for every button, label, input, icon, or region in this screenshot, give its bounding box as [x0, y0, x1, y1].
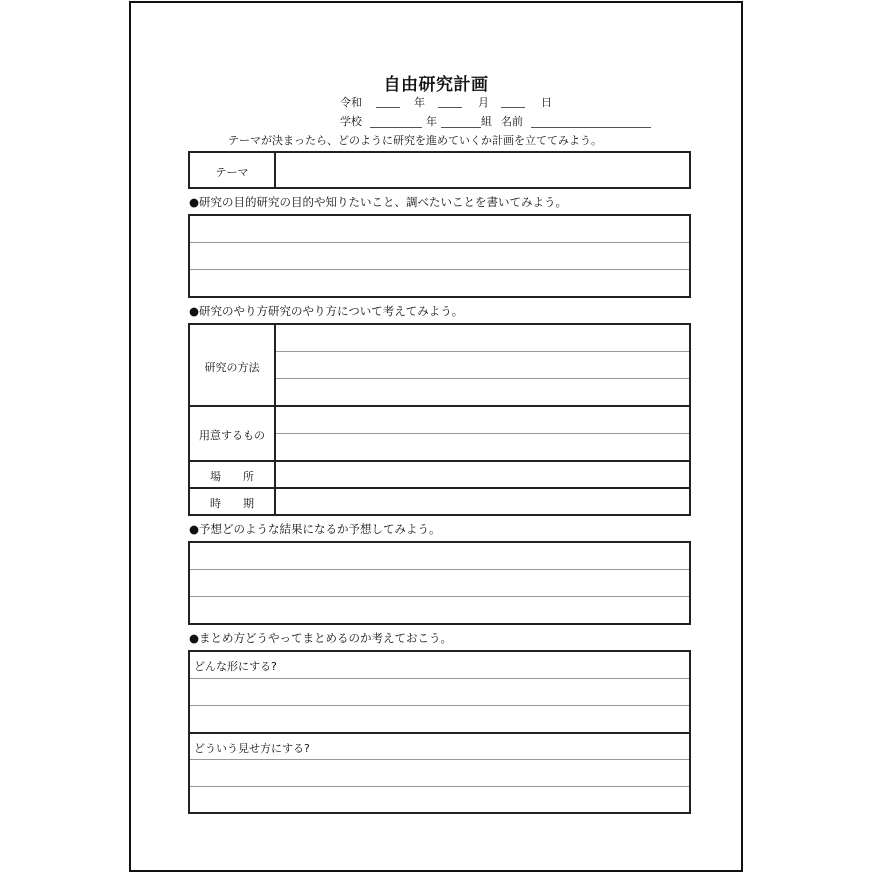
section-heading-purpose: ●研究の目的研究の目的や知りたいこと、調べたいことを書いてみよう。	[189, 195, 568, 209]
summary-prompt-display: どういう見せ方にする?	[194, 742, 310, 755]
class-field[interactable]	[441, 127, 481, 128]
worksheet-page	[129, 1, 743, 872]
ruled-line	[190, 269, 689, 270]
theme-box	[188, 151, 691, 189]
month-label: 月	[478, 96, 489, 109]
summary-box	[188, 650, 691, 814]
summary-prompt-form: どんな形にする?	[194, 660, 277, 673]
materials-input[interactable]	[276, 407, 689, 460]
instruction-text: テーマが決まったら、どのように研究を進めていくか計画を立ててみよう。	[228, 134, 602, 147]
theme-input[interactable]	[276, 153, 689, 187]
name-field[interactable]	[531, 127, 651, 128]
name-label: 名前	[501, 115, 523, 128]
purpose-box[interactable]	[188, 214, 691, 298]
ruled-line	[190, 569, 689, 570]
month-field[interactable]	[438, 107, 462, 108]
section-heading-summary: ●まとめ方どうやってまとめるのか考えておこう。	[189, 631, 453, 645]
ruled-line	[190, 596, 689, 597]
summary-display-input[interactable]	[190, 734, 689, 812]
school-field[interactable]	[370, 127, 422, 128]
method-row-label: 研究の方法	[204, 361, 260, 374]
prediction-box[interactable]	[188, 541, 691, 625]
materials-row-label: 用意するもの	[199, 429, 265, 442]
ruled-line	[190, 242, 689, 243]
theme-label: テーマ	[215, 166, 249, 179]
year-label: 年	[414, 96, 425, 109]
day-label: 日	[541, 96, 552, 109]
section-heading-method: ●研究のやり方研究のやり方について考えてみよう。	[189, 304, 464, 318]
method-table	[188, 323, 691, 516]
summary-form-input[interactable]	[190, 652, 689, 732]
place-input[interactable]	[276, 462, 689, 487]
method-input[interactable]	[276, 325, 689, 405]
period-row-label: 時 期	[210, 497, 254, 510]
period-input[interactable]	[276, 489, 689, 514]
section-heading-prediction: ●予想どのような結果になるか予想してみよう。	[189, 522, 441, 536]
era-label: 令和	[340, 96, 362, 109]
place-row-label: 場 所	[210, 470, 254, 483]
class-label: 組	[481, 115, 492, 128]
day-field[interactable]	[501, 107, 525, 108]
page-title: 自由研究計画	[383, 75, 489, 95]
era-year-field[interactable]	[376, 107, 400, 108]
school-label: 学校	[340, 115, 362, 128]
grade-label: 年	[426, 115, 437, 128]
